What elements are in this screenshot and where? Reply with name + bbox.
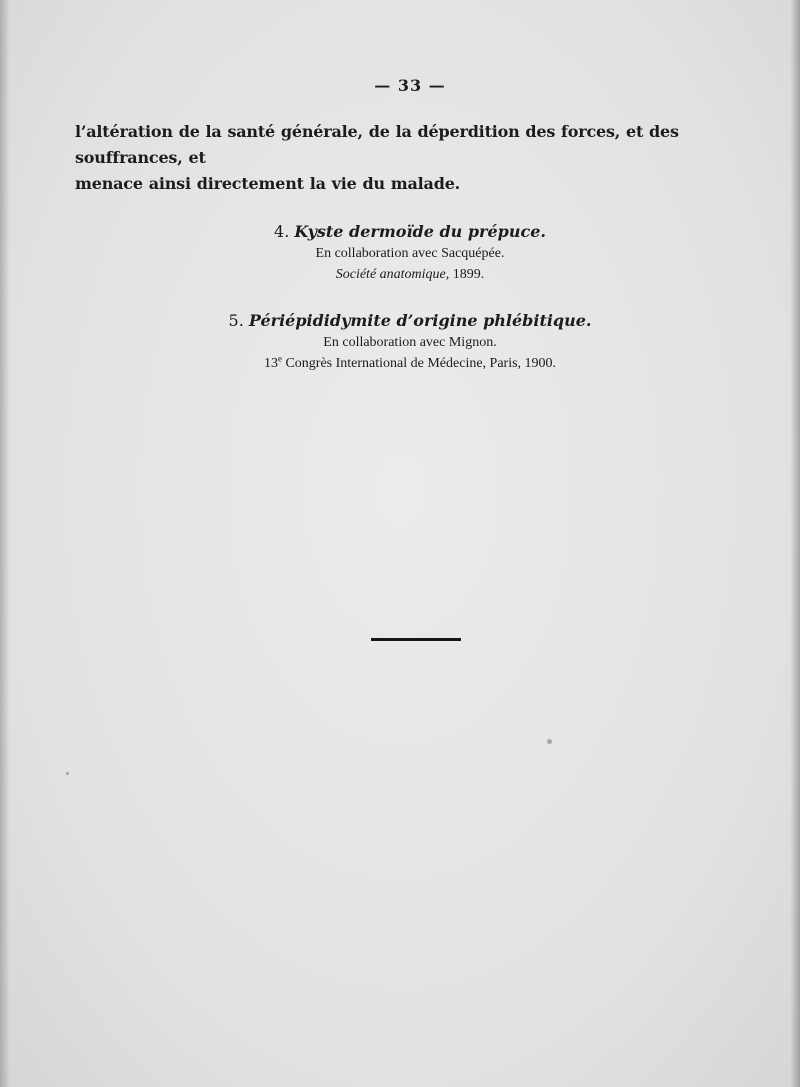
entry-collaboration: En collaboration avec Sacquépée. bbox=[315, 246, 505, 261]
entry-year: 1899. bbox=[452, 267, 485, 282]
ink-spot bbox=[66, 772, 69, 775]
page-right-edge-shadow bbox=[790, 0, 800, 1087]
show-through-texture-upper bbox=[70, 405, 760, 625]
publication-entry-5 bbox=[190, 310, 630, 374]
entry-source bbox=[200, 265, 620, 285]
congress-ordinal-suffix: e bbox=[277, 353, 282, 364]
entry-number: 5. bbox=[228, 311, 244, 330]
paragraph-line: l’altération de la santé générale, de la déperdition des forces, et des souffrances, et bbox=[75, 122, 679, 167]
page-left-edge-shadow bbox=[0, 0, 10, 1087]
entry-source-name: Société anatomique, bbox=[335, 267, 450, 282]
page-number: — 33 — bbox=[374, 76, 446, 95]
publication-entry-4 bbox=[200, 221, 620, 285]
section-divider bbox=[371, 638, 461, 641]
entry-title bbox=[190, 310, 630, 332]
show-through-texture-lower bbox=[70, 745, 760, 1015]
entry-congress bbox=[190, 354, 630, 374]
paragraph-line: menace ainsi directement la vie du malade. bbox=[75, 174, 461, 193]
entry-collaboration: En collaboration avec Mignon. bbox=[323, 335, 497, 350]
entry-title-text: Kyste dermoïde du prépuce. bbox=[294, 222, 546, 241]
congress-text: Congrès International de Médecine, Paris, 1900. bbox=[281, 356, 557, 371]
entry-title bbox=[200, 221, 620, 243]
congress-number: 13 bbox=[263, 356, 278, 371]
body-paragraph bbox=[75, 119, 755, 197]
entry-title-text: Périépididymite d’origine phlébitique. bbox=[248, 311, 592, 330]
ink-spot bbox=[547, 739, 552, 744]
entry-number: 4. bbox=[274, 222, 290, 241]
